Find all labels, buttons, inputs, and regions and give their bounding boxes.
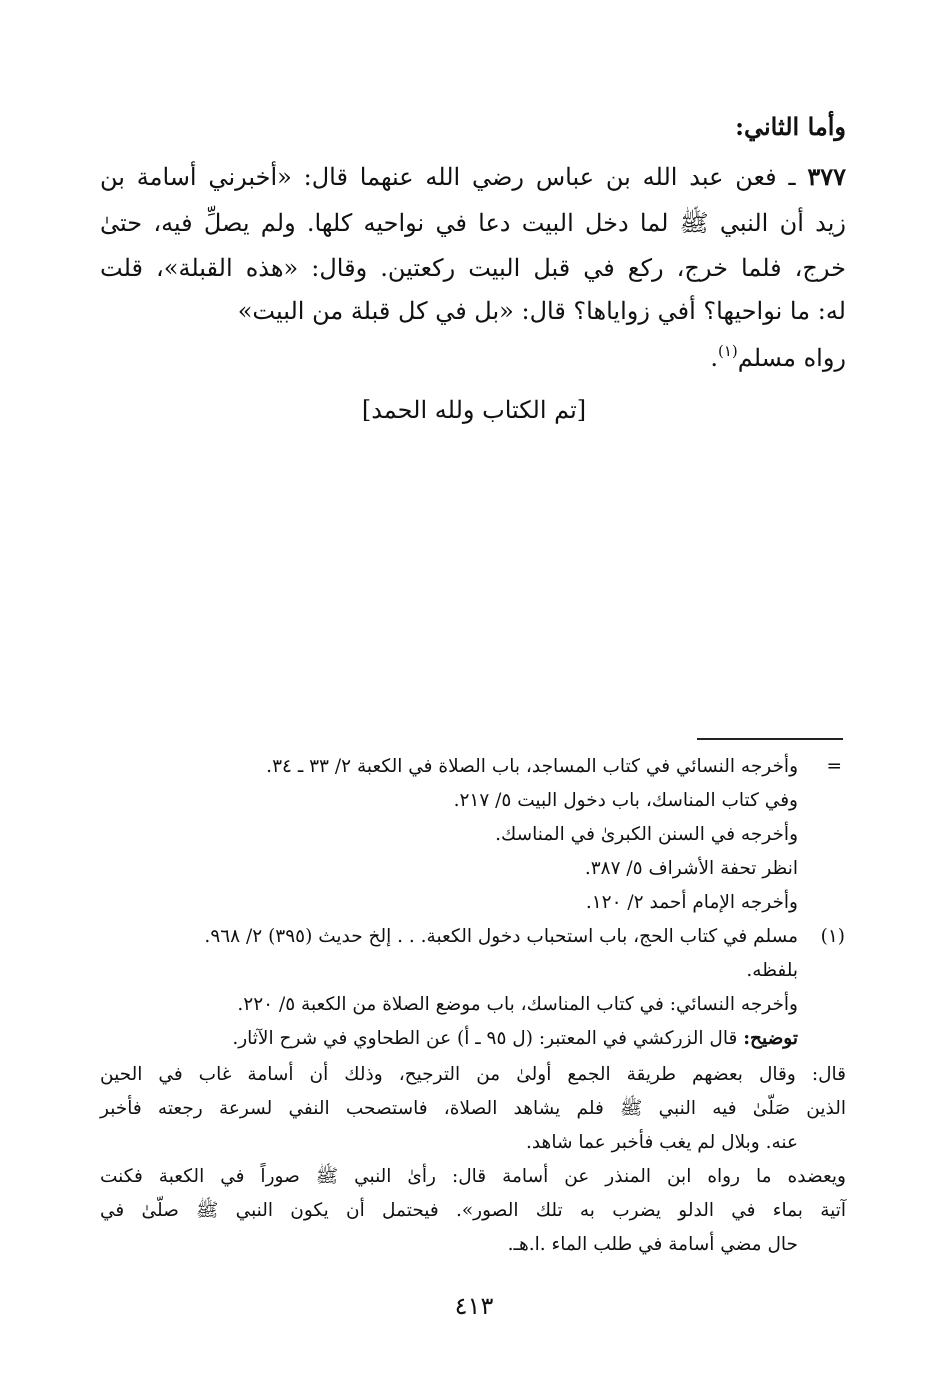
hadith-line-3: خرج، فلما خرج، ركع في قبل البيت ركعتين. وقال: «هذه القبلة»، قلت bbox=[100, 254, 846, 282]
hadith-line-2: زيد أن النبي ﷺ لما دخل البيت دعا في نواحيه كلها. ولم يصلِّ فيه، حتىٰ bbox=[100, 209, 846, 237]
fn-para-line-6: حال مضي أسامة في طلب الماء .ا.هـ. bbox=[507, 1234, 798, 1255]
fn-para-line-3: عنه. وبلال لم يغب فأخبر عما شاهد. bbox=[525, 1132, 798, 1153]
fn-para-line-2: الذين صَلّىٰ فيه النبي ﷺ فلم يشاهد الصلاة، فاستصحب النفي لسرعة رجعته فأخبر bbox=[100, 1098, 846, 1119]
fn1-line-3: وأخرجه النسائي: في كتاب المناسك، باب موضع الصلاة من الكعبة ٥/ ٢٢٠. bbox=[237, 994, 798, 1015]
fn1-line-2: بلفظه. bbox=[746, 960, 798, 981]
section-heading: وأما الثاني: bbox=[735, 112, 846, 141]
continuation-mark: = bbox=[826, 756, 842, 777]
narration bbox=[710, 344, 846, 372]
fn-cont-line-1: وأخرجه النسائي في كتاب المساجد، باب الصلاة في الكعبة ٢/ ٣٣ ـ ٣٤. bbox=[266, 756, 798, 777]
hadith-line-1 bbox=[100, 162, 846, 191]
hadith-line-4: له: ما نواحيها؟ أفي زواياها؟ قال: «بل في كل قبلة من البيت» bbox=[237, 297, 846, 325]
tawdih-text: قال الزركشي في المعتبر: (ل ٩٥ ـ أ) عن الطحاوي في شرح الآثار. bbox=[232, 1028, 738, 1049]
fn-para-line-5: آتية بماء في الدلو يضرب به تلك الصور». فيحتمل أن يكون النبي ﷺ صلّىٰ في bbox=[100, 1200, 846, 1221]
tawdih-label: توضيح: bbox=[743, 1028, 798, 1049]
fn-cont-line-4: انظر تحفة الأشراف ٥/ ٣٨٧. bbox=[584, 858, 798, 879]
narration-end: . bbox=[710, 344, 718, 372]
footnote-1-number: (١) bbox=[820, 926, 845, 947]
fn-para-line-1: قال: وقال بعضهم طريقة الجمع أولىٰ من الترجيح، وذلك أن أسامة غاب في الحين bbox=[100, 1064, 846, 1085]
fn1-line-1: مسلم في كتاب الحج، باب استحباب دخول الكعبة. . . إلخ حديث (٣٩٥) ٢/ ٩٦٨. bbox=[204, 926, 798, 947]
fn-para-line-4: ويعضده ما رواه ابن المنذر عن أسامة قال: رأىٰ النبي ﷺ صوراً في الكعبة فكنت bbox=[100, 1166, 846, 1187]
page-number: ٤١٣ bbox=[454, 1292, 494, 1320]
fn-cont-line-5: وأخرجه الإمام أحمد ٢/ ١٢٠. bbox=[585, 892, 798, 913]
fn-cont-line-2: وفي كتاب المناسك، باب دخول البيت ٥/ ٢١٧. bbox=[453, 790, 798, 811]
footnote-divider bbox=[697, 738, 843, 740]
narration-text: رواه مسلم bbox=[737, 344, 846, 372]
tawdih-line bbox=[232, 1028, 798, 1049]
closing-line: [تم الكتاب ولله الحمد] bbox=[361, 396, 587, 424]
fn-cont-line-3: وأخرجه في السنن الكبرىٰ في المناسك. bbox=[495, 824, 798, 845]
footnote-ref: (١) bbox=[717, 342, 738, 360]
hadith-number: ٣٧٧ bbox=[807, 162, 846, 191]
hadith-text: ـ فعن عبد الله بن عباس رضي الله عنهما قال: «أخبرني أسامة بن bbox=[100, 163, 796, 191]
